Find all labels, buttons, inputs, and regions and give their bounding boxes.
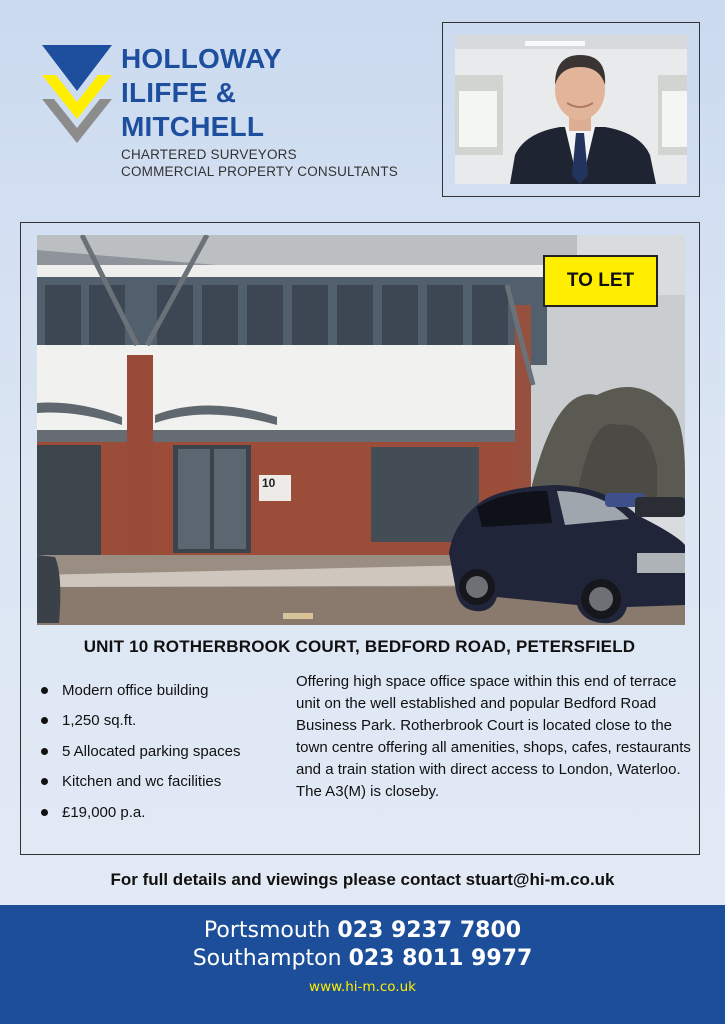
website-link[interactable]: www.hi-m.co.uk <box>309 979 416 995</box>
feature-text: £19,000 p.a. <box>62 803 146 821</box>
feature-item <box>41 804 301 822</box>
bullet-icon <box>41 809 48 816</box>
company-name-line-1: HOLLOWAY <box>121 43 282 74</box>
feature-item <box>41 682 301 700</box>
bullet-icon <box>41 748 48 755</box>
company-name <box>121 42 282 144</box>
office-phone[interactable]: 023 9237 7800 <box>337 918 522 943</box>
agent-portrait-frame <box>442 22 700 197</box>
feature-text: Modern office building <box>62 682 209 699</box>
tagline-line-2: COMMERCIAL PROPERTY CONSULTANTS <box>121 164 398 179</box>
property-description: Offering high space office space within this end of terrace unit on the well established and popular Bedford Road Business Park. Rotherbrook Court is located close to the town centre offering all amenities, shops, cafes, restaurants and a train station with direct access to London, Waterloo. The A3(M) is closeby. <box>296 673 691 800</box>
company-logo <box>42 42 422 192</box>
feature-list <box>41 682 301 834</box>
company-tagline <box>121 146 398 180</box>
bullet-icon <box>41 778 48 785</box>
unit-number-sign: 10 <box>262 476 276 490</box>
contact-line[interactable]: For full details and viewings please contact stuart@hi-m.co.uk <box>110 870 615 889</box>
feature-item <box>41 743 301 761</box>
tagline-line-1: CHARTERED SURVEYORS <box>121 147 297 162</box>
office-city: Portsmouth <box>203 918 331 943</box>
feature-item <box>41 712 301 730</box>
property-address: UNIT 10 ROTHERBROOK COURT, BEDFORD ROAD, PETERSFIELD <box>83 637 636 656</box>
feature-text: Kitchen and wc facilities <box>62 773 222 791</box>
office-phone[interactable]: 023 8011 9977 <box>348 946 533 971</box>
listing-panel <box>20 222 700 855</box>
feature-item <box>41 773 301 791</box>
feature-text: 5 Allocated parking spaces <box>62 742 241 760</box>
office-city: Southampton <box>192 946 342 971</box>
company-name-line-2: ILIFFE & <box>121 77 237 108</box>
footer-bar <box>0 905 725 1024</box>
feature-text: 1,250 sq.ft. <box>62 712 137 730</box>
bullet-icon <box>41 717 48 724</box>
logo-chevron-icon <box>42 45 112 143</box>
office-portsmouth <box>0 917 725 944</box>
property-photo <box>37 235 685 625</box>
office-southampton <box>0 945 725 972</box>
agent-portrait-photo <box>455 35 687 184</box>
company-name-line-3: MITCHELL <box>121 111 265 142</box>
to-let-badge: TO LET <box>543 255 658 307</box>
bullet-icon <box>41 687 48 694</box>
